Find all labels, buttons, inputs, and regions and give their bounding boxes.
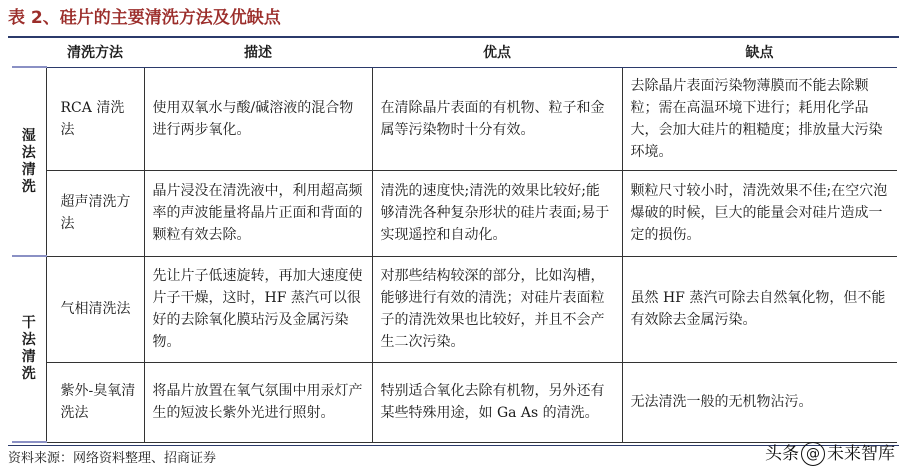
description-cell: 将晶片放置在氧气氛围中用汞灯产生的短波长紫外光进行照射。 [144,362,372,442]
table-row [12,170,897,256]
table-row [12,67,897,170]
source-note: 资料来源：网络资料整理、招商证券 [8,451,217,466]
table-title: 表 2、硅片的主要清洗方法及优缺点 [8,8,281,28]
table-row [12,256,897,362]
method-cell: RCA 清洗法 [46,67,144,170]
method-cell: 超声清洗方法 [46,170,144,256]
category-label: 湿法清洗 [21,127,36,195]
description-cell: 先让片子低速旋转，再加大速度使片子干燥，这时，HF 蒸汽可以很好的去除氧化膜玷污及金属污染物。 [144,256,372,362]
watermark-at: @ [801,442,825,466]
table-header-row [12,40,897,67]
method-cell: 气相清洗法 [46,256,144,362]
category-wet-cleaning [12,67,46,256]
header-description: 描述 [144,40,372,67]
cons-cell: 去除晶片表面污染物薄膜而不能去除颗粒；需在高温环境下进行；耗用化学品大，会加大硅片的粗糙度；排放量大污染环境。 [622,67,897,170]
cons-cell: 颗粒尺寸较小时，清洗效果不佳;在空穴泡爆破的时候，巨大的能量会对硅片造成一定的损伤。 [622,170,897,256]
header-category [12,40,46,67]
cons-cell: 虽然 HF 蒸汽可除去自然氧化物，但不能有效除去金属污染。 [622,256,897,362]
table-row [12,362,897,442]
pros-cell: 在清除晶片表面的有机物、粒子和金属等污染物时十分有效。 [372,67,622,170]
pros-cell: 特别适合氧化去除有机物，另外还有某些特殊用途，如 Ga As 的清洗。 [372,362,622,442]
description-cell: 使用双氧水与酸/碱溶液的混合物进行两步氧化。 [144,67,372,170]
pros-cell: 对那些结构较深的部分，比如沟槽，能够进行有效的清洗；对硅片表面粒子的清洗效果也比较好，并且不会产生二次污染。 [372,256,622,362]
watermark-name: 未来智库 [827,444,895,464]
method-cell: 紫外-臭氧清洗法 [46,362,144,442]
category-label: 干法清洗 [21,315,36,382]
header-pros: 优点 [372,40,622,67]
cleaning-methods-table [12,40,897,443]
cons-cell: 无法清洗一般的无机物沾污。 [622,362,897,442]
header-cons: 缺点 [622,40,897,67]
header-method: 清洗方法 [46,40,144,67]
watermark [765,440,895,468]
title-divider [8,36,899,38]
description-cell: 晶片浸没在清洗液中，利用超高频率的声波能量将晶片正面和背面的颗粒有效去除。 [144,170,372,256]
category-dry-cleaning [12,256,46,442]
pros-cell: 清洗的速度快;清洗的效果比较好;能够清洗各种复杂形状的硅片表面;易于实现遥控和自动化。 [372,170,622,256]
watermark-prefix: 头条 [765,444,799,464]
